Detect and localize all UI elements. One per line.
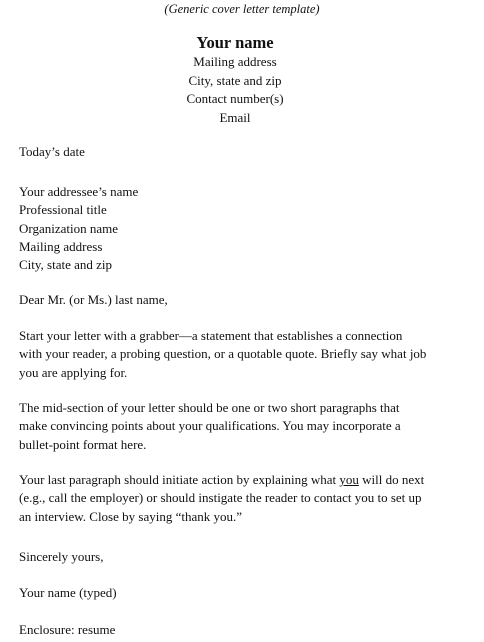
closing: Sincerely yours, (19, 549, 104, 564)
salutation: Dear Mr. (or Ms.) last name, (19, 292, 168, 307)
paragraph-middle (19, 399, 464, 454)
recipient-mailing-address: Mailing address (19, 238, 103, 254)
paragraph-line: an interview. Close by saying “thank you.” (19, 508, 242, 524)
paragraph-line: you are applying for. (19, 364, 128, 380)
date-line (19, 143, 464, 161)
paragraph-opening (19, 327, 464, 382)
paragraph-text: Your last paragraph should initiate action by explaining what (19, 472, 340, 487)
closing-block (19, 548, 464, 566)
paragraph-line: (e.g., call the employer) or should instigate the reader to contact you to set up (19, 490, 422, 506)
paragraph-line (19, 471, 464, 489)
paragraph-closing (19, 471, 464, 526)
sender-name: Your name (196, 33, 274, 52)
sender-mailing-address: Mailing address (193, 54, 277, 69)
paragraph-line: Start your letter with a grabber—a statement that establishes a connection (19, 328, 403, 343)
paragraph-line: with your reader, a probing question, or a quotable quote. Briefly say what job (19, 346, 427, 362)
paragraph-line: bullet-point format here. (19, 436, 147, 452)
enclosure: Enclosure: resume (19, 622, 116, 637)
recipient-organization: Organization name (19, 220, 119, 236)
enclosure-block (19, 621, 464, 639)
recipient-name: Your addressee’s name (19, 184, 139, 199)
sender-header (0, 33, 470, 127)
underlined-word: you (339, 472, 359, 487)
sender-city-state-zip: City, state and zip (188, 72, 282, 88)
salutation-block (19, 291, 464, 309)
recipient-block (19, 183, 464, 274)
signature: Your name (typed) (19, 585, 117, 600)
recipient-city-state-zip: City, state and zip (19, 257, 113, 273)
template-note: (Generic cover letter template) (164, 2, 320, 16)
signature-block (19, 584, 464, 602)
paragraph-line: make convincing points about your qualifications. You may incorporate a (19, 418, 401, 434)
paragraph-line: The mid-section of your letter should be one or two short paragraphs that (19, 400, 400, 415)
recipient-title: Professional title (19, 202, 107, 218)
date: Today’s date (19, 144, 85, 159)
paragraph-text: will do next (358, 472, 425, 487)
sender-contact-number: Contact number(s) (186, 91, 284, 106)
sender-email: Email (219, 109, 251, 125)
